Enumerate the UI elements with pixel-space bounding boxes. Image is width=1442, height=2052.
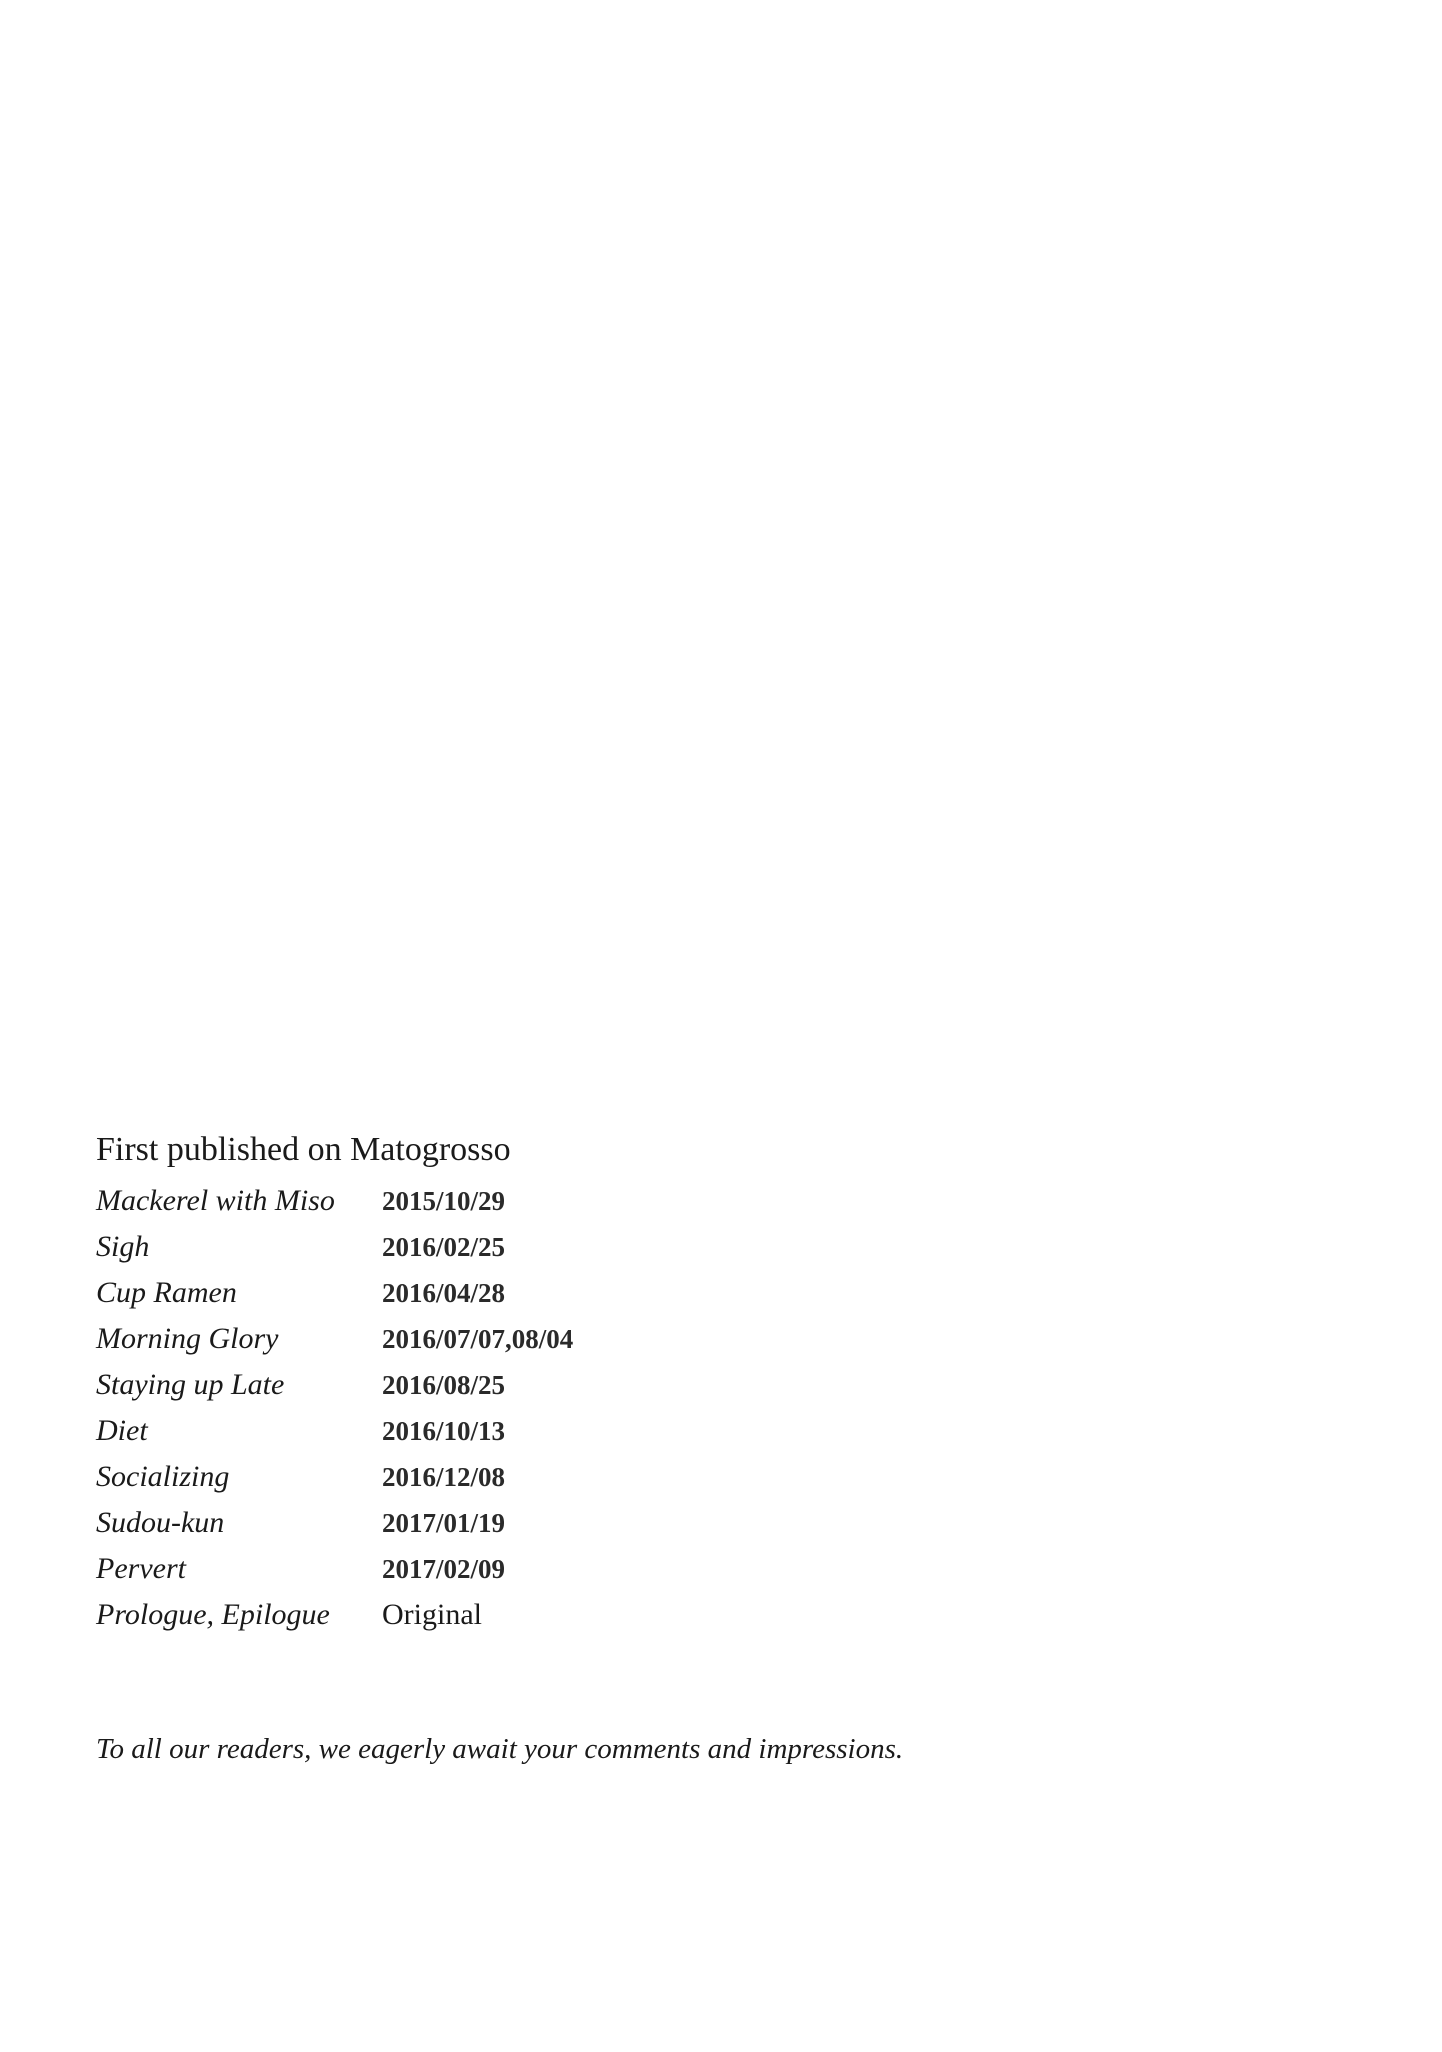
publication-date: Original <box>382 1598 482 1631</box>
publication-title: Mackerel with Miso <box>96 1184 335 1217</box>
publication-date: 2016/08/25 <box>382 1370 506 1400</box>
publication-row <box>96 1408 1196 1454</box>
publication-title: Sudou-kun <box>96 1506 225 1539</box>
publication-date: 2017/02/09 <box>382 1554 506 1584</box>
publication-date: 2016/02/25 <box>382 1232 506 1262</box>
publication-title: Staying up Late <box>96 1368 285 1401</box>
publication-date: 2016/10/13 <box>382 1416 506 1446</box>
publication-title: Prologue, Epilogue <box>96 1598 330 1631</box>
publication-title: Socializing <box>96 1460 230 1493</box>
closing-note: To all our readers, we eagerly await your comments and impressions. <box>96 1733 904 1765</box>
publication-row <box>96 1362 1196 1408</box>
publication-credits <box>96 1128 1196 1638</box>
publication-title: Pervert <box>96 1552 186 1585</box>
publication-title: Diet <box>96 1414 148 1447</box>
publication-date: 2016/07/07,08/04 <box>382 1324 574 1354</box>
publication-row <box>96 1224 1196 1270</box>
publication-row <box>96 1592 1196 1638</box>
publication-date: 2015/10/29 <box>382 1186 506 1216</box>
publication-row <box>96 1316 1196 1362</box>
publication-list <box>96 1178 1196 1638</box>
publication-date: 2017/01/19 <box>382 1508 506 1538</box>
publication-row <box>96 1270 1196 1316</box>
publication-title: Sigh <box>96 1230 150 1263</box>
publication-title: Morning Glory <box>96 1322 279 1355</box>
publication-row <box>96 1500 1196 1546</box>
publication-row <box>96 1454 1196 1500</box>
publication-row <box>96 1178 1196 1224</box>
publication-date: 2016/04/28 <box>382 1278 506 1308</box>
credits-heading: First published on Matogrosso <box>96 1131 511 1168</box>
publication-title: Cup Ramen <box>96 1276 237 1309</box>
publication-row <box>96 1546 1196 1592</box>
publication-date: 2016/12/08 <box>382 1462 506 1492</box>
